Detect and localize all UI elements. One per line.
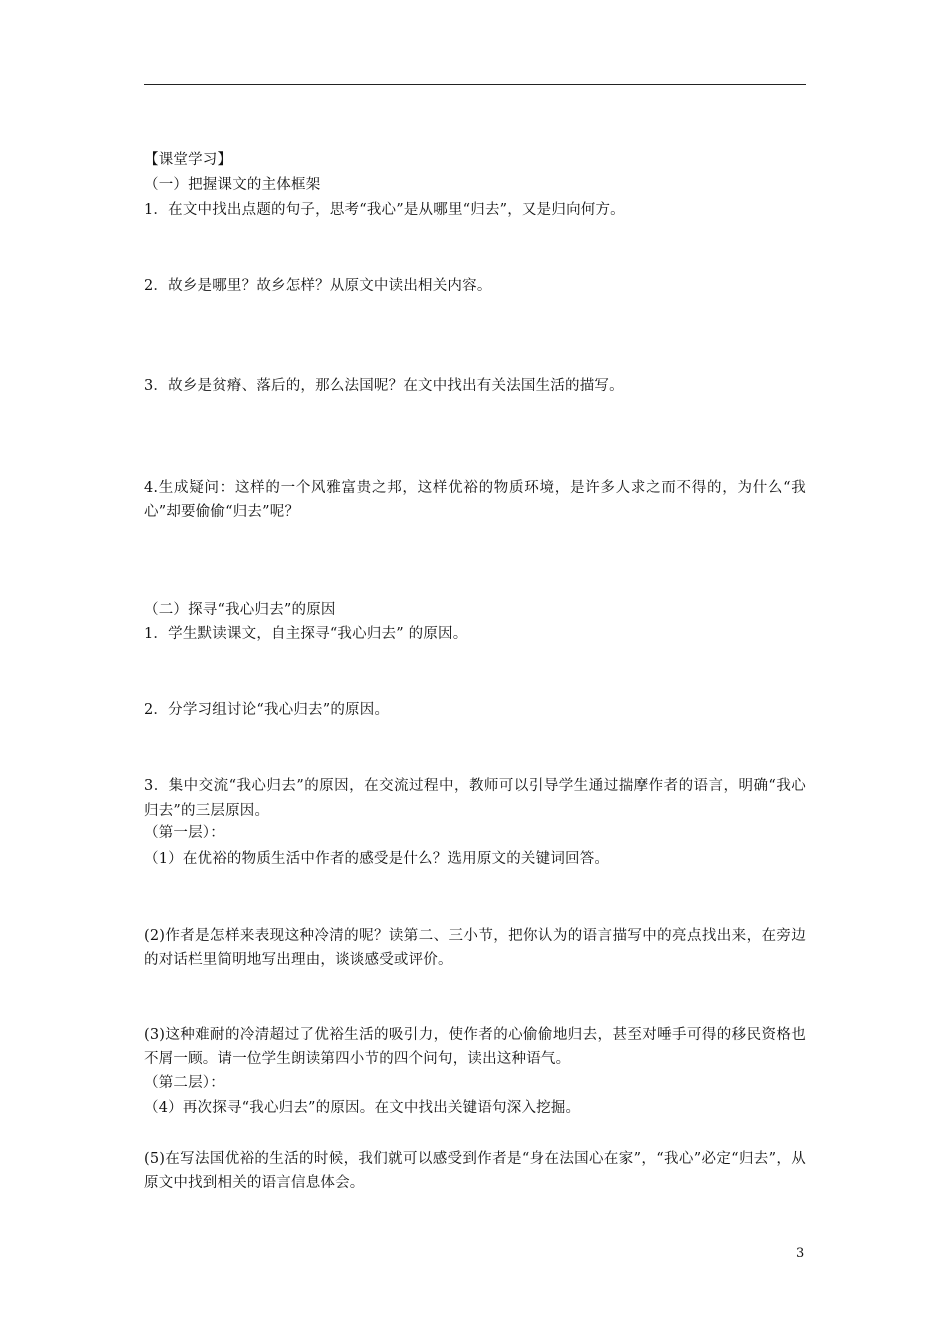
part2-heading: （二）探寻“我心归去”的原因 xyxy=(144,602,336,618)
part2-question-3: 3．集中交流“我心归去”的原因，在交流过程中，教师可以引导学生通过揣摩作者的语言，明确“我心归去”的三层原因。 xyxy=(144,778,806,819)
section-heading: 【课堂学习】 xyxy=(144,152,233,168)
layer2-label: （第二层）： xyxy=(144,1075,225,1091)
sub-question-2: (2)作者是怎样来表现这种冷清的呢？读第二、三小节，把你认为的语言描写中的亮点找出来，在旁边的对话栏里简明地写出理由，谈谈感受或评价。 xyxy=(144,928,806,968)
header-rule xyxy=(144,84,806,85)
sub-question-5: (5)在写法国优裕的生活的时候，我们就可以感受到作者是“身在法国心在家”，“我心”必定“归去”，从原文中找到相关的语言信息体会。 xyxy=(144,1151,806,1191)
sub-question-1: （1）在优裕的物质生活中作者的感受是什么？选用原文的关键词回答。 xyxy=(144,851,610,867)
part1-heading: （一）把握课文的主体框架 xyxy=(144,177,321,193)
part1-question-4: 4.生成疑问：这样的一个风雅富贵之邦，这样优裕的物质环境，是许多人求之而不得的，为什么“我心”却要偷偷“归去”呢？ xyxy=(144,480,806,520)
part1-question-2: 2．故乡是哪里？故乡怎样？从原文中读出相关内容。 xyxy=(144,278,492,294)
page-number: 3 xyxy=(796,1246,805,1261)
part2-question-2: 2．分学习组讨论“我心归去”的原因。 xyxy=(144,702,390,718)
part1-question-1: 1．在文中找出点题的句子，思考“我心”是从哪里“归去”，又是归向何方。 xyxy=(144,202,625,218)
sub-question-4: （4）再次探寻“我心归去”的原因。在文中找出关键语句深入挖掘。 xyxy=(144,1100,581,1116)
sub-question-3: (3)这种难耐的冷清超过了优裕生活的吸引力，使作者的心偷偷地归去，甚至对唾手可得的移民资格也不屑一顾。请一位学生朗读第四小节的四个问句，读出这种语气。 xyxy=(144,1027,806,1067)
part2-question-1: 1．学生默读课文，自主探寻“我心归去” 的原因。 xyxy=(144,626,468,642)
layer1-label: （第一层）： xyxy=(144,825,225,841)
part1-question-3: 3．故乡是贫瘠、落后的，那么法国呢？在文中找出有关法国生活的描写。 xyxy=(144,378,624,394)
